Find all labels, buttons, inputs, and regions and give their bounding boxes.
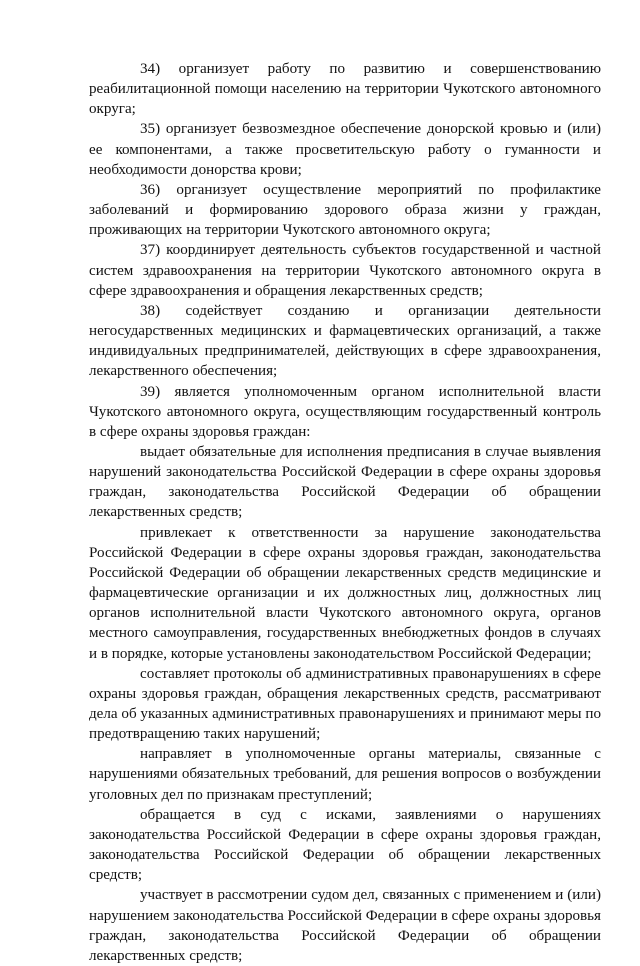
paragraph-item-34: 34) организует работу по развитию и совершенствованию реабилитационной помощи населению на территории Чукотского автономного округа;	[89, 61, 601, 118]
paragraph-item-35: 35) организует безвозмездное обеспечение донорской кровью и (или) ее компонентами, а также просветительскую работу о гуманности и необходимости донорства крови;	[89, 121, 601, 178]
paragraph-issues-orders: выдает обязательные для исполнения предписания в случае выявления нарушений законодательства Российской Федерации в сфере охраны здоровья граждан, законодательства Российской Федерации об обращении лекарственных средств;	[89, 443, 601, 521]
paragraph-item-39: 39) является уполномоченным органом исполнительной власти Чукотского автономного округа, осуществляющим государственный контроль в сфере охраны здоровья граждан:	[89, 383, 601, 440]
paragraph-applies-to-court: обращается в суд с исками, заявлениями о нарушениях законодательства Российской Федерации в сфере охраны здоровья граждан, законодательства Российской Федерации об обращении лекарственных средств;	[89, 806, 601, 884]
paragraph-item-38: 38) содействует созданию и организации деятельности негосударственных медицинских и фармацевтических организаций, а также индивидуальных предпринимателей, действующих в сфере здравоохранения, лекарственного обеспечения;	[89, 302, 601, 380]
paragraph-participates-in-court: участвует в рассмотрении судом дел, связанных с применением и (или) нарушением законодательства Российской Федерации в сфере охраны здоровья граждан, законодательства Российской Федерации об обращении лекарственных средств;	[89, 887, 601, 964]
paragraph-sends-materials: направляет в уполномоченные органы материалы, связанные с нарушениями обязательных требований, для решения вопросов о возбуждении уголовных дел по признакам преступлений;	[89, 746, 601, 803]
document-body	[89, 59, 601, 966]
paragraph-draws-up-protocols: составляет протоколы об административных правонарушениях в сфере охраны здоровья граждан, обращения лекарственных средств, рассматривают дела об указанных административных правонарушениях и принимают меры по предотвращению таких нарушений;	[89, 665, 601, 743]
paragraph-brings-to-liability: привлекает к ответственности за нарушение законодательства Российской Федерации в сфере охраны здоровья граждан, законодательства Российской Федерации об обращении лекарственных средств медицинские и фармацевтические организации и их должностных лиц, должностных лиц органов исполнительной власти Чукотского автономного округа, органов местного самоуправления, государственных внебюджетных фондов в случаях и в порядке, которые установлены законодательством Российской Федерации;	[89, 524, 601, 662]
paragraph-item-37: 37) координирует деятельность субъектов государственной и частной систем здравоохранения на территории Чукотского автономного округа в сфере здравоохранения и обращения лекарственных средств;	[89, 242, 601, 299]
paragraph-item-36: 36) организует осуществление мероприятий по профилактике заболеваний и формированию здорового образа жизни у граждан, проживающих на территории Чукотского автономного округа;	[89, 181, 601, 239]
